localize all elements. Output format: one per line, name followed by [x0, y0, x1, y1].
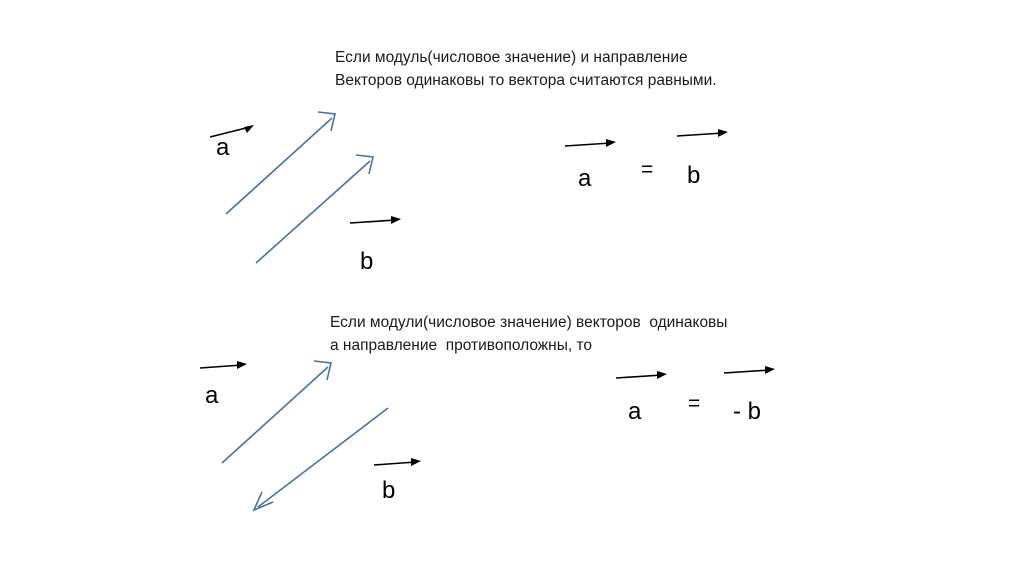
label-bottom-eq-a: a — [628, 398, 642, 425]
top-caption-line-1: Если модуль(числовое значение) и направление — [335, 49, 688, 66]
vector-hat-icon-top-eq-a — [563, 136, 619, 152]
vector-hat-icon-top-eq-b — [675, 126, 731, 142]
vector-hat-icon-bottom-eq-b — [722, 363, 778, 379]
label-top-left-a: a — [216, 134, 230, 161]
label-top-eq-a: a — [578, 165, 592, 192]
label-top-eq-b: b — [687, 162, 701, 189]
vector-hat-icon-bottom-eq-a — [614, 368, 670, 384]
bottom-caption-line-2: а направление противоположны, то — [330, 337, 593, 354]
label-bottom-left-b: b — [382, 477, 396, 504]
vector-hat-icon-bottom-b — [372, 455, 428, 471]
label-top-left-b: b — [360, 248, 374, 275]
label-bottom-eq-b: - b — [733, 398, 762, 425]
equals-sign-top: = — [641, 158, 654, 181]
top-caption-line-2: Векторов одинаковы то вектора считаются равными. — [335, 72, 717, 89]
vector-hat-icon-top-b — [348, 213, 404, 229]
equals-sign-bottom: = — [688, 392, 701, 415]
label-bottom-left-a: a — [205, 382, 219, 409]
bottom-caption-line-1: Если модули(числовое значение) векторов одинаковы — [330, 314, 728, 331]
